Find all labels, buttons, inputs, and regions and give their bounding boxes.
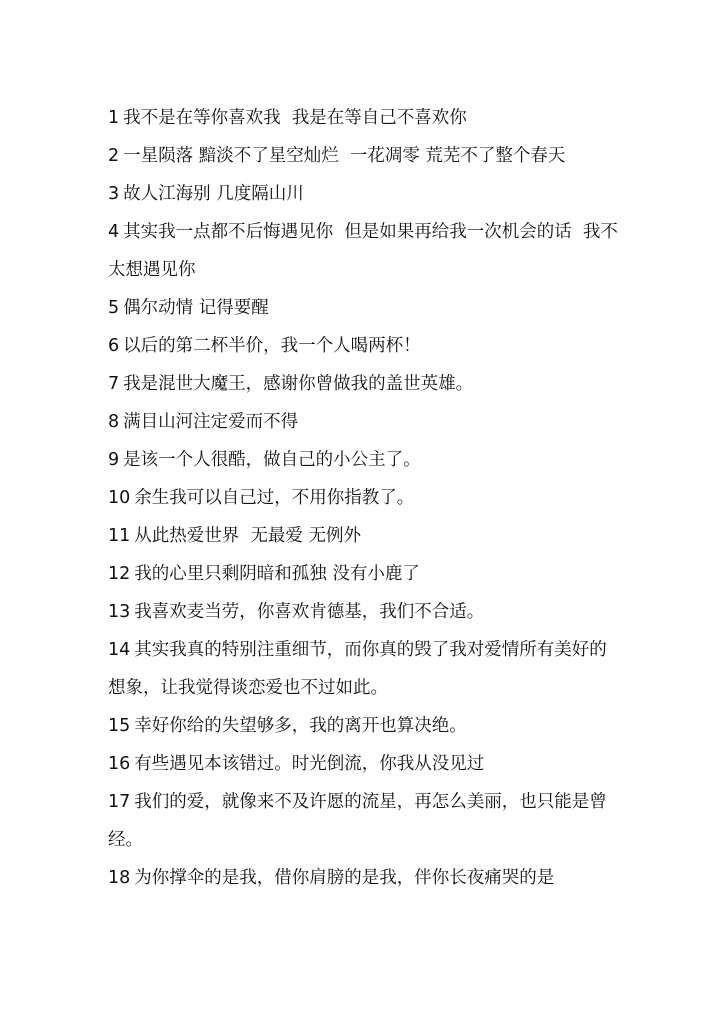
line-number: 8 [108,412,120,432]
line-number: 10 [108,488,131,508]
quote-line-3 [108,175,618,213]
line-text: 有些遇见本该错过。时光倒流，你我从没见过 [134,754,485,774]
line-text: 我们的爱，就像来不及许愿的流星，再怎么美丽，也只能是曾经。 [108,792,607,850]
line-text: 我不是在等你喜欢我 我是在等自己不喜欢你 [123,108,467,128]
quote-line-2 [108,137,618,175]
line-text: 我喜欢麦当劳，你喜欢肯德基，我们不合适。 [134,602,485,622]
quote-list [108,99,618,897]
quote-line-9 [108,441,618,479]
line-text: 满目山河注定爱而不得 [123,412,299,432]
line-number: 13 [108,602,131,622]
line-text: 其实我真的特别注重细节，而你真的毁了我对爱情所有美好的想象，让我觉得谈恋爱也不过如此。 [108,640,607,698]
quote-line-10 [108,479,618,517]
line-number: 4 [108,222,120,242]
quote-line-17 [108,783,618,859]
quote-line-6 [108,327,618,365]
line-number: 5 [108,298,120,318]
line-number: 14 [108,640,131,660]
line-number: 6 [108,336,120,356]
line-number: 17 [108,792,131,812]
line-number: 7 [108,374,120,394]
line-number: 11 [108,526,131,546]
line-text: 我是混世大魔王，感谢你曾做我的盖世英雄。 [123,374,474,394]
quote-line-8 [108,403,618,441]
quote-line-15 [108,707,618,745]
line-number: 15 [108,716,131,736]
quote-line-13 [108,593,618,631]
quote-line-11 [108,517,618,555]
line-text: 我的心里只剩阴暗和孤独 没有小鹿了 [134,564,420,584]
line-text: 一星陨落 黯淡不了星空灿烂 一花凋零 荒芜不了整个春天 [123,146,566,166]
quote-line-18 [108,859,618,897]
line-number: 2 [108,146,120,166]
line-number: 18 [108,868,131,888]
line-text: 以后的第二杯半价，我一个人喝两杯！ [123,336,421,356]
line-text: 从此热爱世界 无最爱 无例外 [134,526,361,546]
quote-line-14 [108,631,618,707]
line-text: 是该一个人很酷，做自己的小公主了。 [123,450,421,470]
line-text: 偶尔动情 记得要醒 [123,298,269,318]
line-number: 12 [108,564,131,584]
quote-line-4 [108,213,618,289]
quote-line-16 [108,745,618,783]
line-text: 幸好你给的失望够多，我的离开也算决绝。 [134,716,467,736]
quote-line-5 [108,289,618,327]
line-text: 故人江海别 几度隔山川 [123,184,304,204]
line-text: 为你撑伞的是我，借你肩膀的是我，伴你长夜痛哭的是 [134,868,555,888]
quote-line-7 [108,365,618,403]
line-number: 1 [108,108,120,128]
quote-line-1 [108,99,618,137]
line-text: 其实我一点都不后悔遇见你 但是如果再给我一次机会的话 我不太想遇见你 [108,222,618,280]
line-number: 9 [108,450,120,470]
quote-line-12 [108,555,618,593]
line-number: 16 [108,754,131,774]
line-number: 3 [108,184,120,204]
line-text: 余生我可以自己过，不用你指教了。 [134,488,415,508]
